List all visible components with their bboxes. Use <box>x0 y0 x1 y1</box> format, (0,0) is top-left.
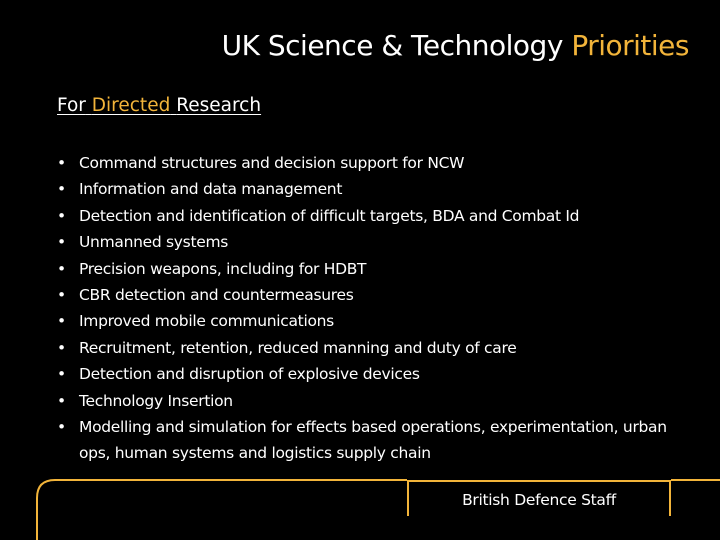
list-item <box>57 282 677 308</box>
subtitle-before: For <box>57 95 86 116</box>
list-item-text: Unmanned systems <box>79 233 229 252</box>
list-item-text: Information and data management <box>79 180 343 199</box>
list-item-text: Detection and disruption of explosive devices <box>79 365 420 384</box>
list-item-text: Improved mobile communications <box>79 312 334 331</box>
list-item <box>57 361 677 387</box>
bullet-icon: • <box>57 180 66 199</box>
bullet-icon: • <box>57 154 66 172</box>
list-item-text: Detection and identification of difficult targets, BDA and Combat Id <box>79 206 580 225</box>
list-item <box>57 203 677 229</box>
list-item-text: Command structures and decision support for NCW <box>79 154 465 172</box>
list-item <box>57 176 677 202</box>
bullet-icon: • <box>57 312 66 331</box>
bullet-icon: • <box>57 259 66 278</box>
list-item-text: Technology Insertion <box>79 391 233 410</box>
footer-label: British Defence Staff <box>407 480 671 516</box>
list-item <box>57 308 677 334</box>
subtitle-after: Research <box>176 95 262 116</box>
bullet-icon: • <box>57 391 66 410</box>
list-item <box>57 150 677 176</box>
list-item-text: CBR detection and countermeasures <box>79 286 354 305</box>
title-accent: Priorities <box>571 29 689 62</box>
list-item <box>57 256 677 282</box>
subtitle-accent: Directed <box>91 95 171 116</box>
priorities-list <box>57 150 677 467</box>
slide-subtitle <box>57 93 261 119</box>
title-main: UK Science & Technology <box>221 29 563 62</box>
list-item-text: Recruitment, retention, reduced manning and duty of care <box>79 338 517 357</box>
list-item <box>57 335 677 361</box>
list-item-text: Modelling and simulation for effects based operations, experimentation, urban ops, human systems and logistics supply chain <box>79 418 667 463</box>
list-item <box>57 414 677 467</box>
bullet-icon: • <box>57 233 66 252</box>
list-item-text: Precision weapons, including for HDBT <box>79 259 367 278</box>
slide-title <box>222 26 689 66</box>
bullet-icon: • <box>57 338 66 357</box>
bullet-icon: • <box>57 365 66 384</box>
list-item <box>57 388 677 414</box>
bullet-icon: • <box>57 206 66 225</box>
bullet-icon: • <box>57 286 66 305</box>
bullet-icon: • <box>57 418 66 437</box>
list-item <box>57 229 677 255</box>
